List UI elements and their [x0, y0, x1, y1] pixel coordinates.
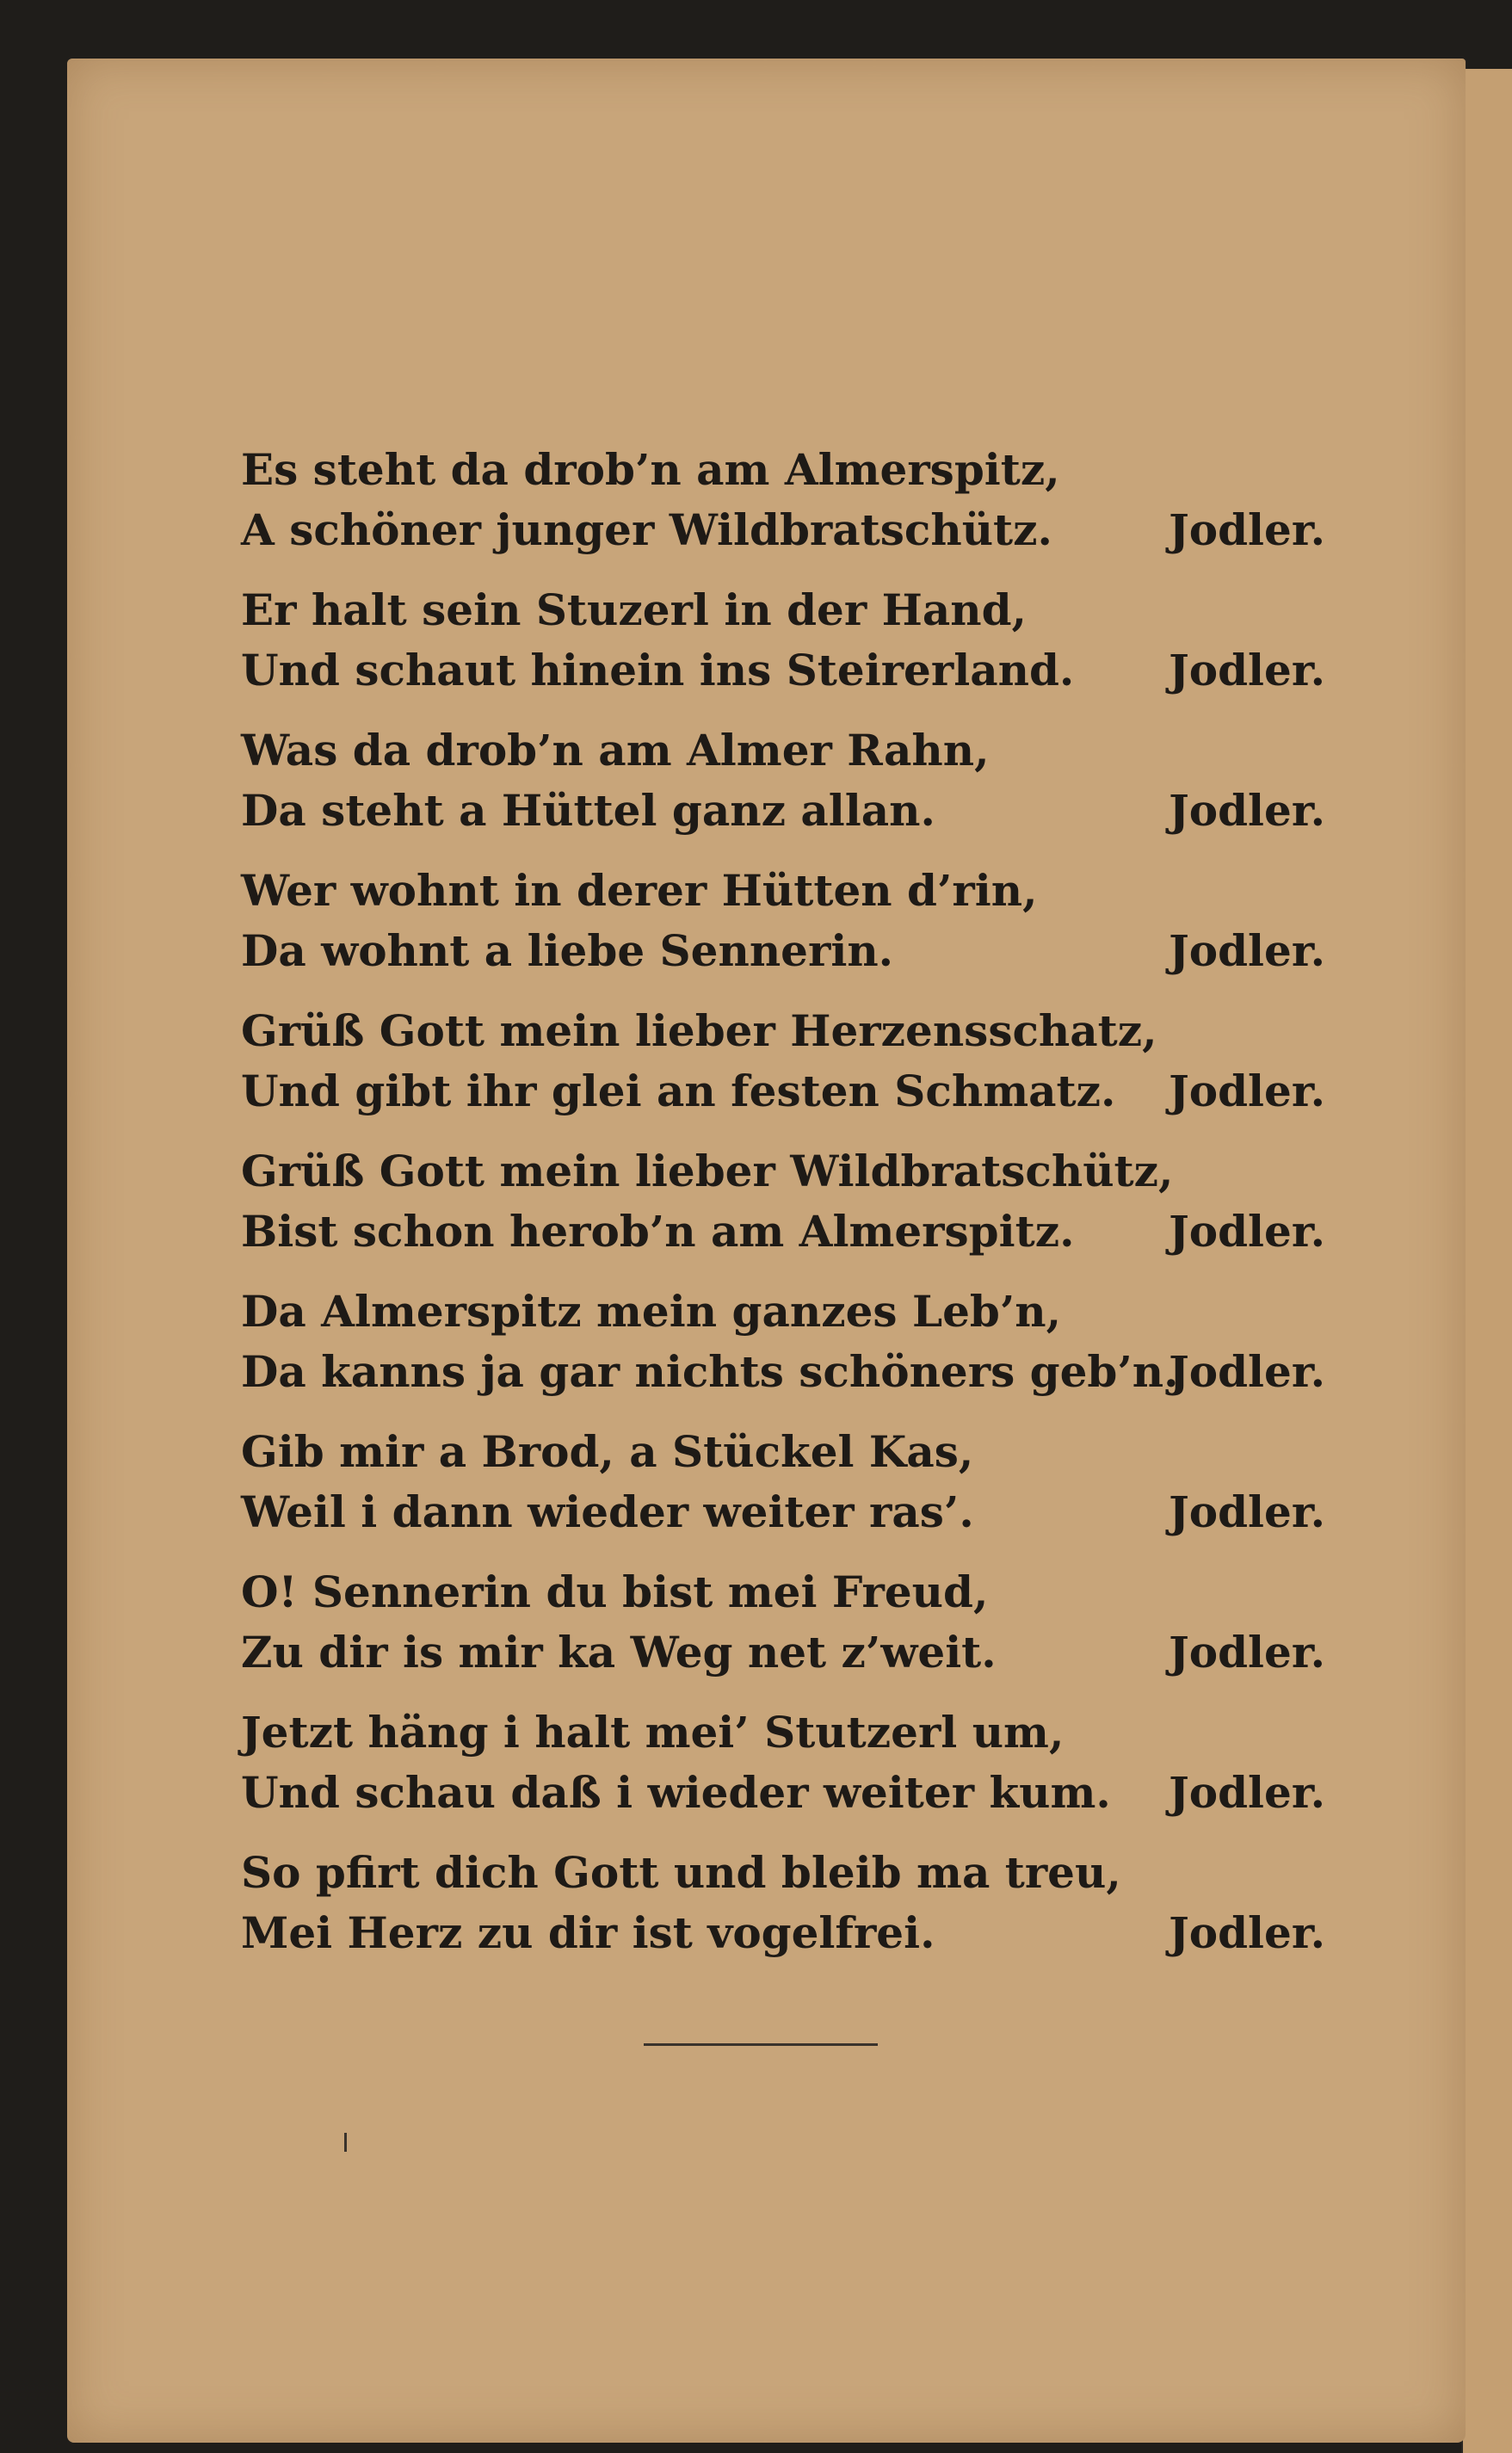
stanza-line-1: Gib mir a Brod, a Stückel Kas, — [241, 1426, 974, 1477]
stanza-7 — [241, 1282, 1325, 1401]
stanza-line-1: O! Sennerin du bist mei Freud, — [241, 1566, 989, 1617]
stanza-line-2: Weil i dann wieder weiter ras’. — [241, 1486, 974, 1537]
refrain-jodler: Jodler. — [1169, 504, 1325, 555]
stanza-line-1: Grüß Gott mein lieber Wildbratschütz, — [241, 1146, 1174, 1196]
stanza-line-2: A schöner junger Wildbratschütz. — [241, 504, 1052, 555]
stanza-line-2: Und gibt ihr glei an festen Schmatz. — [241, 1066, 1116, 1116]
stanza-line-1: Es steht da drob’n am Almerspitz, — [241, 444, 1060, 495]
stanza-line-1: Grüß Gott mein lieber Herzensschatz, — [241, 1005, 1157, 1056]
refrain-jodler: Jodler. — [1169, 645, 1325, 695]
stanza-line-2: Bist schon herob’n am Almerspitz. — [241, 1206, 1075, 1257]
refrain-jodler: Jodler. — [1169, 1486, 1325, 1537]
stanza-9 — [241, 1563, 1325, 1682]
refrain-jodler: Jodler. — [1169, 1767, 1325, 1818]
stanza-line-2: Da steht a Hüttel ganz allan. — [241, 785, 935, 836]
stanza-8 — [241, 1423, 1325, 1542]
stanza-line-2: Und schau daß i wieder weiter kum. — [241, 1767, 1111, 1818]
refrain-jodler: Jodler. — [1169, 925, 1325, 976]
stanza-line-1: So pfirt dich Gott und bleib ma treu, — [241, 1847, 1121, 1898]
stanza-2 — [241, 581, 1325, 700]
refrain-jodler: Jodler. — [1169, 1627, 1325, 1678]
stanza-3 — [241, 721, 1325, 840]
stanza-line-1: Jetzt häng i halt mei’ Stutzerl um, — [241, 1707, 1065, 1758]
stanza-line-2: Da kanns ja gar nichts schöners geb’n. — [241, 1346, 1179, 1397]
stanza-line-2: Da wohnt a liebe Sennerin. — [241, 925, 894, 976]
stanza-line-1: Wer wohnt in derer Hütten d’rin, — [241, 865, 1038, 916]
refrain-jodler: Jodler. — [1169, 785, 1325, 836]
stanza-line-2: Und schaut hinein ins Steirerland. — [241, 645, 1075, 695]
stanza-4 — [241, 862, 1325, 980]
stanza-10 — [241, 1703, 1325, 1822]
stray-mark — [344, 2133, 347, 2152]
end-rule — [644, 2043, 878, 2046]
stanza-6 — [241, 1142, 1325, 1261]
stanza-line-2: Zu dir is mir ka Weg net z’weit. — [241, 1627, 997, 1678]
next-page-edge — [1463, 69, 1512, 2453]
stanza-line-1: Er halt sein Stuzerl in der Hand, — [241, 584, 1027, 635]
stanza-line-2: Mei Herz zu dir ist vogelfrei. — [241, 1907, 935, 1958]
stanza-1 — [241, 441, 1325, 559]
stanza-line-1: Da Almerspitz mein ganzes Leb’n, — [241, 1286, 1062, 1337]
refrain-jodler: Jodler. — [1169, 1206, 1325, 1257]
stanza-5 — [241, 1002, 1325, 1121]
refrain-jodler: Jodler. — [1169, 1907, 1325, 1958]
stanza-11 — [241, 1844, 1325, 1962]
stanza-line-1: Was da drob’n am Almer Rahn, — [241, 725, 990, 775]
refrain-jodler: Jodler. — [1169, 1346, 1325, 1397]
refrain-jodler: Jodler. — [1169, 1066, 1325, 1116]
